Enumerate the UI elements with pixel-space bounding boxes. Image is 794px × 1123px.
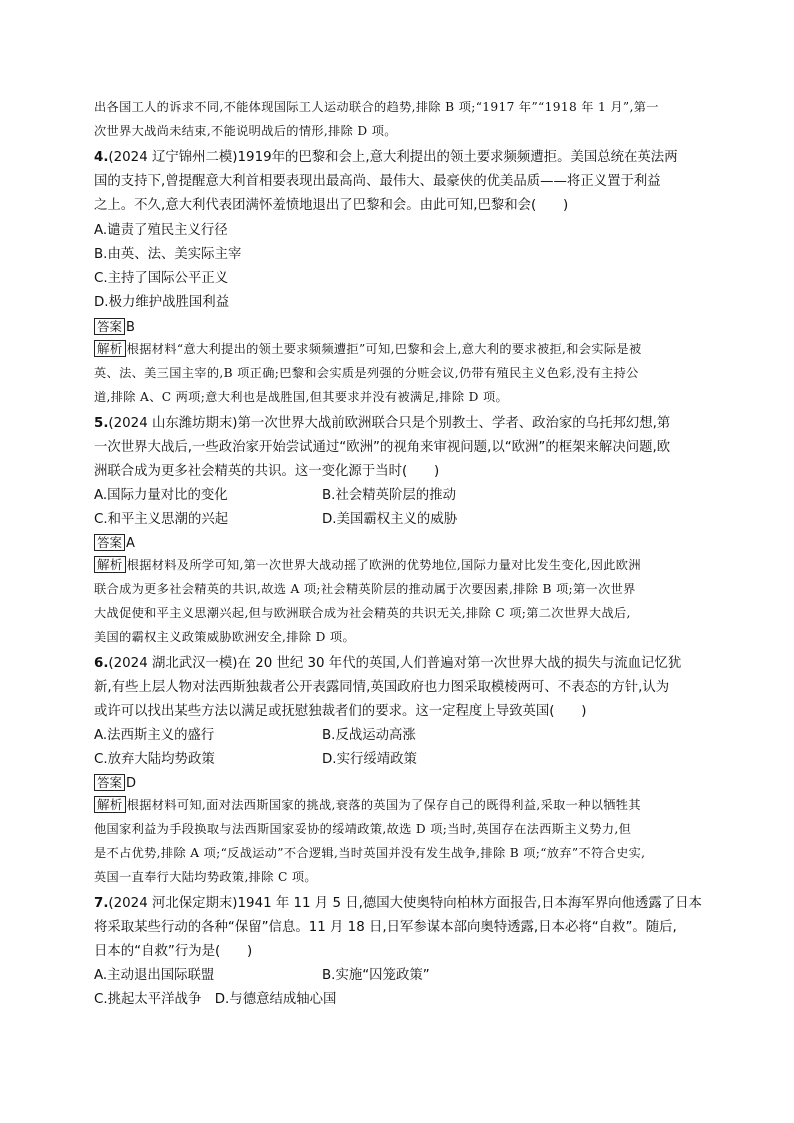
question-6-stem-line-1: 6.(2024 湖北武汉一模)在 20 世纪 30 年代的英国,人们普遍对第一次世界大战的损失与流血记忆犹 <box>94 656 682 671</box>
question-4-number: 4. <box>94 150 109 165</box>
question-6-stem-line-3: 或许可以找出某些方法以满足或抚慰独裁者们的要求。这一定程度上导致英国( ) <box>94 704 587 719</box>
question-5-stem-line-2: 一次世界大战后,一些政治家开始尝试通过“欧洲”的视角来审视问题,以“欧洲”的框架来解决问题,欧 <box>94 440 671 455</box>
answer-label: 答案 <box>94 534 125 551</box>
question-6-explanation-line-3: 是不占优势,排除 A 项;“反战运动”不合逻辑,当时英国并没有发生战争,排除 B 项;“放弃”不符合史实, <box>94 846 646 860</box>
question-4-option-b: B.由英、法、美实际主宰 <box>94 247 242 262</box>
question-6-explanation-line-1: 解析 根据材料可知,面对法西斯国家的挑战,衰落的英国为了保存自己的既得利益,采取一种以牺牲其 <box>94 796 641 813</box>
question-5-explanation-line-4: 美国的霸权主义政策威胁欧洲安全,排除 D 项。 <box>94 630 356 644</box>
answer-label: 答案 <box>94 774 125 791</box>
explanation-label: 解析 <box>94 340 126 357</box>
question-6-option-d: D.实行绥靖政策 <box>322 752 417 767</box>
question-7-number: 7. <box>94 896 109 911</box>
question-7-stem-line-3: 日本的“自救”行为是( ) <box>94 944 253 959</box>
question-5-option-d: D.美国霸权主义的威胁 <box>322 512 458 527</box>
question-6-answer <box>94 772 136 791</box>
question-4-explanation-line-2: 英、法、美三国主宰的,B 项正确;巴黎和会实质是列强的分赃会议,仍带有殖民主义色彩,没有主持公 <box>94 366 639 380</box>
question-6-number: 6. <box>94 656 109 671</box>
prev-explanation-line-2: 次世界大战尚未结束,不能说明战后的情形,排除 D 项。 <box>94 124 397 138</box>
question-5-option-b: B.社会精英阶层的推动 <box>322 488 456 503</box>
question-5-stem-line-1: 5.(2024 山东潍坊期末)第一次世界大战前欧洲联合只是个别教士、学者、政治家的乌托邦幻想,第 <box>94 416 671 431</box>
question-4-stem-line-3: 之上。不久,意大利代表团满怀羞愤地退出了巴黎和会。由此可知,巴黎和会( ) <box>94 198 569 213</box>
question-5-options-row-1 <box>94 484 694 503</box>
question-5-answer <box>94 532 135 551</box>
answer-label: 答案 <box>94 318 125 335</box>
question-4-option-a: A.谴责了殖民主义行径 <box>94 223 228 238</box>
explanation-label: 解析 <box>94 796 126 813</box>
question-7-options-row-1 <box>94 964 694 983</box>
prev-explanation-line-1: 出各国工人的诉求不同,不能体现国际工人运动联合的趋势,排除 B 项;“1917 年”“1918 年 1 月”,第一 <box>94 100 659 114</box>
question-4-option-d: D.极力维护战胜国利益 <box>94 295 230 310</box>
question-7-option-c-d: C.挑起太平洋战争 D.与德意结成轴心国 <box>94 992 337 1007</box>
question-6-stem-line-2: 新,有些上层人物对法西斯独裁者公开表露同情,英国政府也力图采取模棱两可、不表态的方针,认为 <box>94 680 670 695</box>
question-6-option-b: B.反战运动高涨 <box>322 728 416 743</box>
question-4-stem-line-1: 4.(2024 辽宁锦州二模)1919年的巴黎和会上,意大利提出的领土要求频频遭拒。美国总统在英法两 <box>94 150 678 165</box>
answer-value: B <box>126 320 135 335</box>
answer-value: A <box>126 536 135 551</box>
question-4-option-c: C.主持了国际公平正义 <box>94 271 229 286</box>
question-5-option-a: A.国际力量对比的变化 <box>94 488 228 503</box>
question-4-answer <box>94 316 135 335</box>
question-4-explanation-line-1: 解析 根据材料“意大利提出的领土要求频频遭拒”可知,巴黎和会上,意大利的要求被拒,和会实际是被 <box>94 340 642 357</box>
question-5-options-row-2 <box>94 508 694 527</box>
question-5-explanation-line-3: 大战促使和平主义思潮兴起,但与欧洲联合成为社会精英的共识无关,排除 C 项;第二次世界大战后, <box>94 606 631 620</box>
question-4-stem-line-2: 国的支持下,曾提醒意大利首相要表现出最高尚、最伟大、最豪侠的优美品质——将正义置于利益 <box>94 174 661 189</box>
question-6-option-c: C.放弃大陆均势政策 <box>94 752 215 767</box>
question-7-stem-line-1: 7.(2024 河北保定期末)1941 年 11 月 5 日,德国大使奥特向柏林方面报告,日本海军界向他透露了日本 <box>94 896 702 911</box>
question-7-stem-line-2: 将采取某些行动的各种“保留”信息。11 月 18 日,日军参谋本部向奥特透露,日本必将“自救”。随后, <box>94 920 677 935</box>
answer-value: D <box>126 776 137 791</box>
question-6-options-row-1 <box>94 724 694 743</box>
question-5-explanation-line-2: 联合成为更多社会精英的共识,故选 A 项;社会精英阶层的推动属于次要因素,排除 B 项;第一次世界 <box>94 582 636 596</box>
question-5-explanation-line-1: 解析 根据材料及所学可知,第一次世界大战动摇了欧洲的优势地位,国际力量对比发生变化,因此欧洲 <box>94 556 641 573</box>
question-6-explanation-line-4: 英国一直奉行大陆均势政策,排除 C 项。 <box>94 870 317 884</box>
question-5-stem-line-3: 洲联合成为更多社会精英的共识。这一变化源于当时( ) <box>94 464 440 479</box>
question-7-option-a: A.主动退出国际联盟 <box>94 968 215 983</box>
question-5-number: 5. <box>94 416 109 431</box>
question-6-option-a: A.法西斯主义的盛行 <box>94 728 215 743</box>
question-6-options-row-2 <box>94 748 694 767</box>
question-7-option-b: B.实施“囚笼政策” <box>322 968 430 983</box>
question-5-option-c: C.和平主义思潮的兴起 <box>94 512 229 527</box>
question-4-explanation-line-3: 道,排除 A、C 两项;意大利也是战胜国,但其要求并没有被满足,排除 D 项。 <box>94 390 509 404</box>
explanation-label: 解析 <box>94 556 126 573</box>
question-6-explanation-line-2: 他国家利益为手段换取与法西斯国家妥协的绥靖政策,故选 D 项;当时,英国存在法西斯主义势力,但 <box>94 822 632 836</box>
